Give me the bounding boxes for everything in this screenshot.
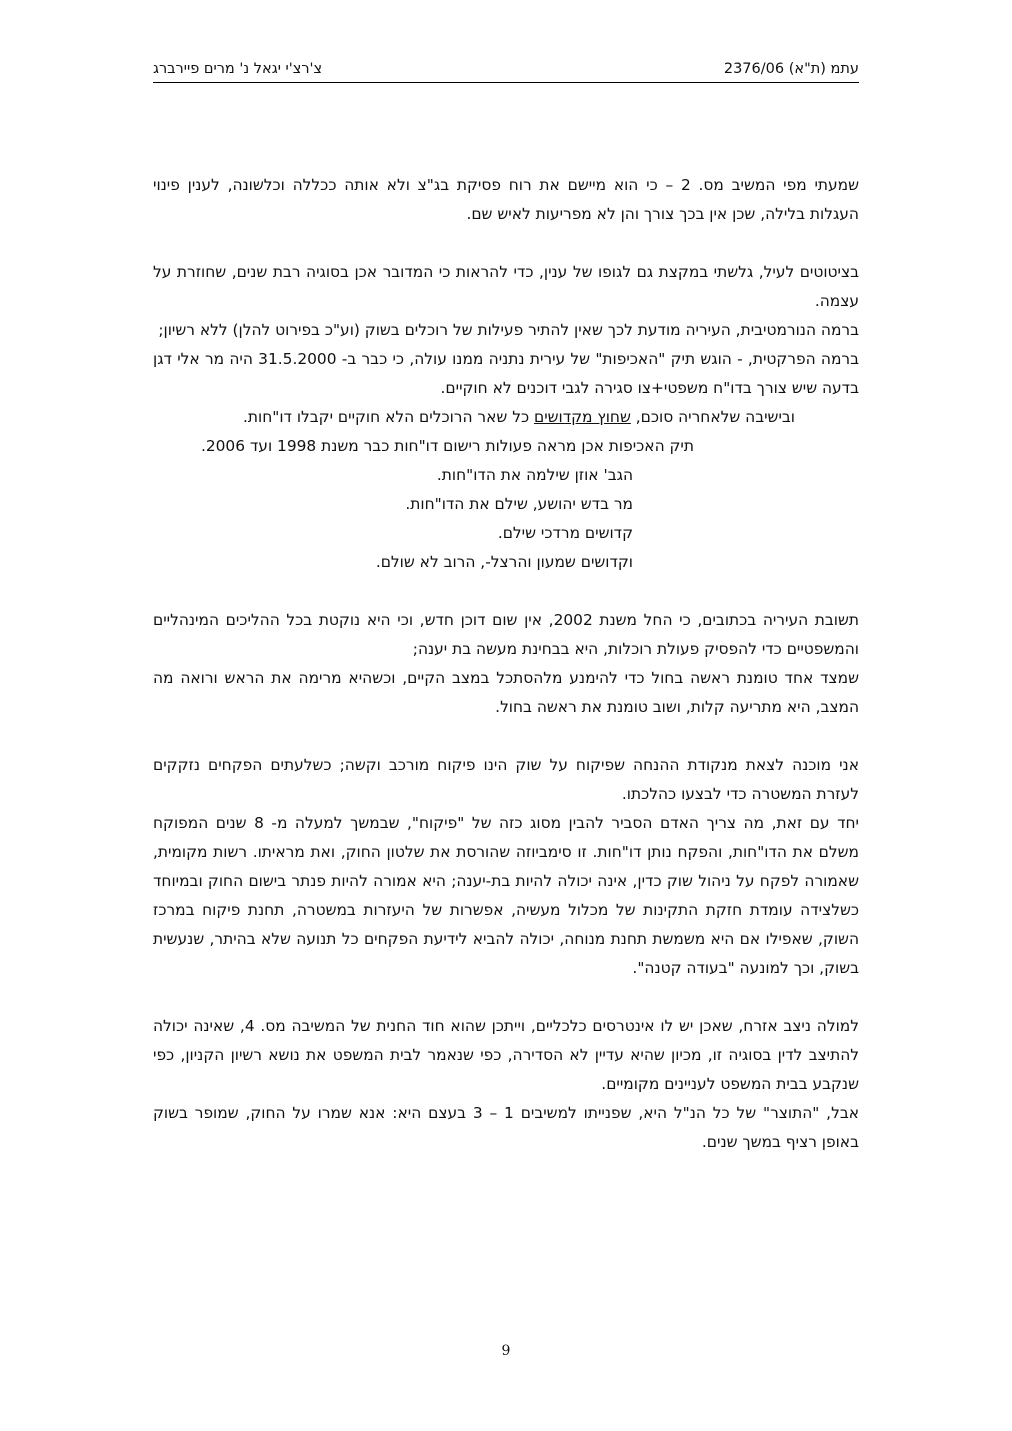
list-item-badash: מר בדש יהושע, שילם את הדו"חות.: [405, 495, 633, 513]
paragraph-symbiosis: יחד עם זאת, מה צריך האדם הסביר להבין מסוג כזה של "פיקוח", שבמשך למעלה מ- 8 שנים המפוקח משלם את הדו"חות, והפקח נותן דו"חות. זו סימביוזה שהורסת את שלטון החוק, ואת מראיתו. רשות מקומית, שאמורה לפקח על ניהול שוק כדין, אינה יכולה להיות בת-יענה; היא אמורה להיות פנתר בישום החוק ובמיוחד כשלצידה עומדת חזקת התקינות של מכלול מעשיה, אפשרות של היעזרות במשטרה, תחנת פיקוח במרכז השוק, שאפילו אם היא משמשת תחנת מנוחה, יכולה להביא לידיעת הפקחים כל תנועה שלא בהיתר, שנעשית בשוק, וכך למונעה "בעודה קטנה".: [153, 814, 859, 977]
paragraph-respondent-statement: שמעתי מפי המשיב מס. 2 – כי הוא מיישם את רוח פסיקת בג"צ ולא אותה ככללה וכלשונה, לענין פינוי העגלות בלילה, שכן אין בכך צורך והן לא מפריעות לאיש שם.: [153, 176, 859, 223]
paragraph-conclusion: אבל, "התוצר" של כל הנ"ל היא, שפנייתו למשיבים 1 – 3 בעצם היא: אנא שמרו על החוק, שמופר בשוק באופן רציף במשך שנים.: [153, 1104, 859, 1151]
document-body: [153, 171, 859, 1157]
list-item-kedoshim-shimon-herzl: וקדושים שמעון והרצל-, הרוב לא שולם.: [375, 553, 633, 571]
page-header: [153, 58, 859, 83]
case-number: עתמ (ת"א) 2376/06: [723, 61, 859, 77]
meeting-summary-underlined: שחוץ מקדושים: [533, 408, 631, 426]
paragraph-meeting-summary: [153, 403, 859, 432]
case-parties: צ'רצ'י יגאל נ' מרים פיירברג: [153, 61, 323, 77]
paragraph-citizen-interests: למולה ניצב אזרח, שאכן יש לו אינטרסים כלכליים, וייתכן שהוא חוד החנית של המשיבה מס. 4, שאינה יכולה להתיצב לדין בסוגיה זו, מכיון שהיא עדיין לא הסדירה, כפי שנאמר לבית המשפט את נושא רשיון הקניון, כפי שנקבע בבית המשפט לעניינים מקומיים.: [153, 1017, 859, 1093]
meeting-summary-start: ובישיבה שלאחריה סוכם,: [630, 408, 795, 426]
paragraph-practical-level: ברמה הפרקטית, - הוגש תיק "האכיפות" של עירית נתניה ממנו עולה, כי כבר ב- 31.5.2000 היה מר אלי דגן בדעה שיש צורך בדו"ח משפטי+צו סגירה לגבי דוכנים לא חוקיים.: [153, 350, 859, 397]
paragraph-supervision-complexity: אני מוכנה לצאת מנקודת ההנחה שפיקוח על שוק הינו פיקוח מורכב וקשה; כשלעתים הפקחים נזקקים לעזרת המשטרה כדי לבצעו כהלכתו.: [153, 756, 859, 803]
list-item-ozen: הגב' אוזן שילמה את הדו"חות.: [436, 466, 633, 484]
paragraph-quotations-note: בציטוטים לעיל, גלשתי במקצת גם לגופו של ענין, כדי להראות כי המדובר אכן בסוגיה רבת שנים, שחוזרת על עצמה.: [153, 263, 859, 310]
paragraph-enforcement-file: תיק האכיפות אכן מראה פעולות רישום דו"חות כבר משנת 1998 ועד 2006.: [200, 437, 694, 455]
paragraph-municipality-response: תשובת העיריה בכתובים, כי החל משנת 2002, אין שום דוכן חדש, וכי היא נוקטת בכל ההליכים המינהליים והמשפטיים כדי להפסיק פעולת רוכלות, היא בבחינת מעשה בת יענה;: [153, 611, 859, 658]
paragraph-normative-level: ברמה הנורמטיבית, העיריה מודעת לכך שאין להתיר פעילות של רוכלים בשוק (וע"כ בפירוט להלן) ללא רשיון;: [158, 321, 859, 339]
page-number: 9: [501, 1343, 511, 1359]
paragraph-ostrich-analogy: שמצד אחד טומנת ראשה בחול כדי להימנע מלהסתכל במצב הקיים, וכשהיא מרימה את הראש ורואה מה המצב, היא מתריעה קלות, ושוב טומנת את ראשה בחול.: [153, 669, 859, 716]
list-item-kedoshim-mordechai: קדושים מרדכי שילם.: [497, 524, 633, 542]
meeting-summary-end: כל שאר הרוכלים הלא חוקיים יקבלו דו"חות.: [243, 408, 534, 426]
